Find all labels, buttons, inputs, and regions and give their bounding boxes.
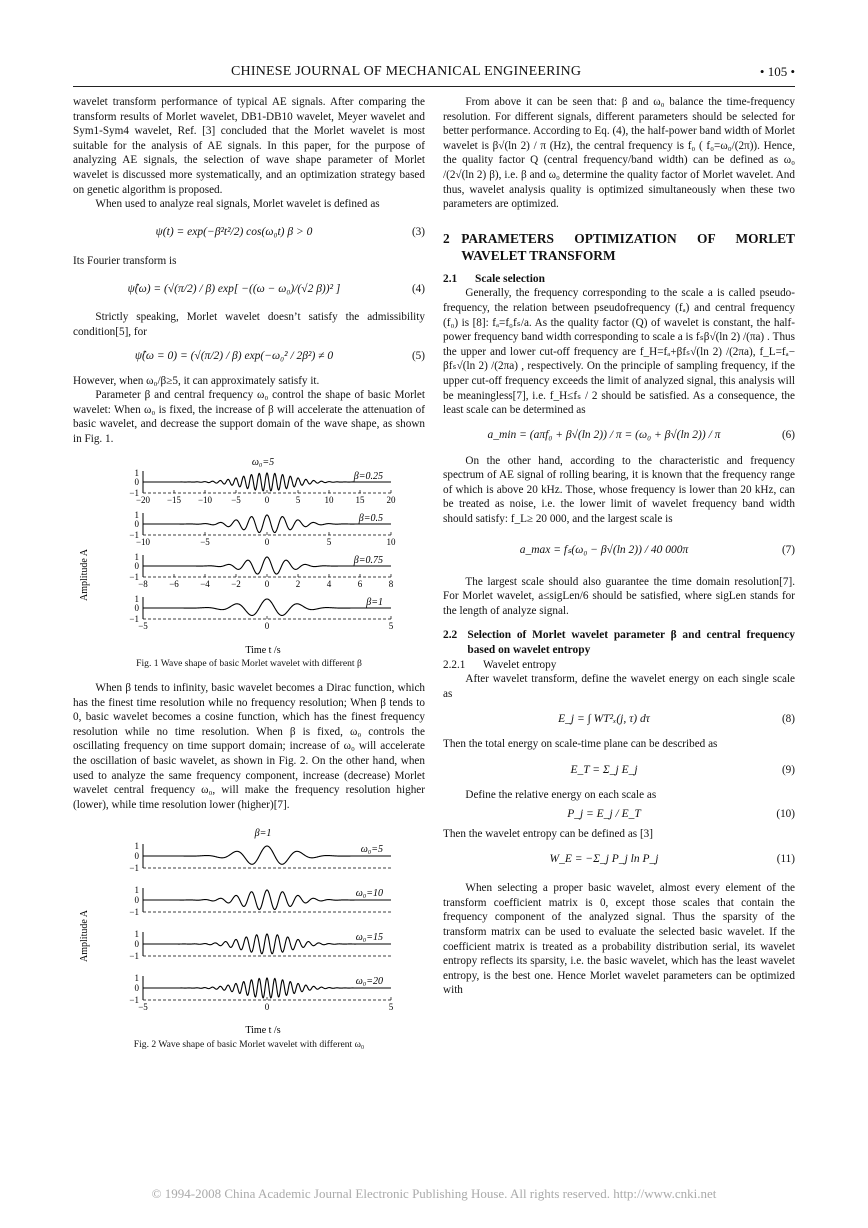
wavelet-panel: [129, 973, 393, 1012]
equation-number: (8): [781, 713, 795, 726]
section-title: PARAMETERS OPTIMIZATION OF MORLET WAVELET TRANSFORM: [461, 230, 795, 263]
equation-number: (6): [781, 429, 795, 442]
x-tick-label: 15: [355, 494, 365, 505]
figure-2-plot: [73, 826, 425, 1036]
y-tick-label: 0: [134, 851, 139, 862]
figure-title: ω₀=5: [251, 456, 275, 468]
equation-11: [443, 845, 795, 873]
x-tick-label: 20: [386, 494, 396, 505]
equation-body: ψ(t) = exp(−β²t²/2) cos(ω₀t) β > 0: [155, 226, 313, 239]
paragraph: Then the wavelet entropy can be defined as [3]: [443, 827, 653, 840]
equation-10: [443, 805, 795, 825]
y-tick-label: 1: [134, 509, 139, 520]
x-tick-label: −15: [166, 494, 182, 505]
x-tick-label: −20: [135, 494, 151, 505]
equation-body: E_T = Σ_j E_j: [570, 763, 638, 776]
equation-number: (4): [411, 283, 425, 296]
series-label: β=0.75: [353, 554, 383, 566]
x-tick-label: −5: [138, 620, 148, 631]
paragraph: Parameter β and central frequency ω₀ control the shape of basic Morlet wavelet: When ω₀ is fixed, the increase of β will accelerate the attenuation of basic wavelet, and decrease the support domain of the wave shape, as shown in Fig. 1.: [73, 389, 425, 445]
equation-number: (7): [781, 544, 795, 557]
x-tick-label: −8: [138, 578, 148, 589]
paragraph: From above it can be seen that: β and ω₀ balance the time-frequency resolution. For different signals, different parameters should be selected for better performance. According to Eq. (4), the half-power band width of Morlet wavelet is β√(ln 2) / π (Hz), the central frequency is f₀ ( f₀=ω₀/(2π)). Hence, the quality factor Q (central frequency/band width) can be defined as ω₀ /(2√(ln 2) β), i.e. β and ω₀ determine the quality factor of Morlet wavelet. And thus, wavelet analysis quality is optimized simultaneously when these two parameters are optimized.: [443, 96, 795, 211]
series-label: β=0.5: [358, 512, 383, 524]
y-tick-label: −1: [129, 995, 139, 1006]
section-number: 2: [443, 230, 450, 246]
x-tick-label: −5: [138, 1002, 148, 1013]
series-label: β=1: [366, 596, 383, 608]
paragraph: On the other hand, according to the characteristic and frequency spectrum of AE signal of rolling bearing, it is known that the frequency range of which is above 20 kHz. Those, whose frequency is lower than 20 kHz, can be treated as noise, i.e. the lower limit of wavelet frequency band width should satisfy: f_L≥ 20 000, and the largest scale is: [443, 454, 795, 526]
figure-title: β=1: [254, 828, 272, 840]
y-tick-label: 0: [134, 476, 139, 487]
y-axis-label: Amplitude A: [79, 910, 90, 963]
wavelet-panel: [129, 552, 393, 589]
series-label: β=0.25: [353, 470, 383, 482]
subsection-number: 2.2: [443, 629, 458, 642]
equation-number: (11): [776, 852, 795, 865]
equation-number: (9): [781, 763, 795, 776]
left-column: [73, 95, 425, 1053]
y-tick-label: −1: [129, 863, 139, 874]
equation-number: (5): [411, 350, 425, 363]
y-tick-label: −1: [129, 907, 139, 918]
y-tick-label: 0: [134, 602, 139, 613]
series-label: ω₀=15: [355, 932, 383, 944]
paragraph: The largest scale should also guarantee the time domain resolution[7]. For Morlet wavelet, a≤sigLen/6 should be satisfied, where sigLen stands for the length of analyze signal.: [443, 575, 795, 617]
section-heading: [443, 230, 795, 264]
equation-7: [443, 531, 795, 571]
equation-9: [443, 756, 795, 784]
equation-body: a_max = fₛ(ω₀ − β√(ln 2)) / 40 000π: [519, 544, 689, 557]
paragraph: Its Fourier transform is: [73, 254, 177, 267]
x-tick-label: −4: [200, 578, 210, 589]
paragraph: However, when ω₀/β≥5, it can approximately satisfy it.: [73, 374, 320, 387]
x-tick-label: −10: [197, 494, 213, 505]
header-rule: [73, 86, 795, 87]
wavelet-curve: [143, 978, 391, 998]
x-tick-label: 4: [326, 578, 332, 589]
y-tick-label: −1: [129, 529, 139, 540]
y-tick-label: 1: [134, 551, 139, 562]
y-tick-label: −1: [129, 951, 139, 962]
x-tick-label: −2: [231, 578, 241, 589]
y-tick-label: 1: [134, 929, 139, 940]
wavelet-panel: [129, 929, 391, 961]
y-tick-label: 1: [134, 973, 139, 984]
series-label: ω₀=20: [355, 976, 383, 988]
x-tick-label: 0: [264, 578, 270, 589]
x-tick-label: −5: [231, 494, 241, 505]
equation-body: W_E = −Σ_j P_j ln P_j: [549, 852, 659, 865]
y-tick-label: 1: [134, 885, 139, 896]
y-tick-label: −1: [129, 571, 139, 582]
figure-1-plot: [73, 455, 425, 655]
equation-6: [443, 422, 795, 450]
subsubsection-heading: [443, 658, 795, 673]
paragraph: When used to analyze real signals, Morlet wavelet is defined as: [95, 198, 380, 211]
paragraph: Strictly speaking, Morlet wavelet doesn’t satisfy the admissibility condition[5], for: [73, 311, 425, 338]
y-tick-label: 0: [134, 939, 139, 950]
wavelet-curve: [143, 596, 391, 615]
y-axis-label: Amplitude A: [79, 548, 90, 601]
paragraph: Define the relative energy on each scale as: [465, 789, 657, 801]
x-tick-label: 2: [295, 578, 301, 589]
series-label: ω₀=5: [360, 844, 383, 856]
paragraph: When β tends to infinity, basic wavelet becomes a Dirac function, which has the finest time resolution while no frequency resolution; When β tends to 0, basic wavelet becomes a cosine function, which has the finest frequency resolution while no time resolution. When β is fixed, ω₀ controls the oscillating frequency on time support domain; increase of ω₀ will accelerate the oscillation of basic wavelet, as shown in Fig. 2. On the other hand, when used to analyze the same frequency component, increase (decrease) Morlet wavelet central frequency ω₀, will make the frequency resolution higher (lower), while time resolution lower (higher)[7].: [73, 682, 425, 811]
equation-5: [73, 344, 425, 370]
subsection-heading: [443, 272, 795, 287]
x-tick-label: −5: [200, 536, 210, 547]
equation-4: [73, 272, 425, 306]
x-tick-label: 0: [264, 1002, 270, 1013]
x-tick-label: 5: [388, 620, 394, 631]
y-tick-label: 0: [134, 560, 139, 571]
x-tick-label: 8: [388, 578, 394, 589]
paragraph: After wavelet transform, define the wavelet energy on each single scale as: [443, 673, 795, 700]
wavelet-panel: [129, 885, 391, 917]
page-number: • 105 •: [759, 64, 795, 79]
x-tick-label: 0: [264, 620, 270, 631]
paragraph: Generally, the frequency corresponding to the scale a is called pseudo-frequency, the relation between pseudofrequency (fₐ) and central frequency (f₀) is [8]: fₐ=f₀fₛ/a. As the quality factor (Q) of wavelet is constant, the half-power frequency band width corresponding to scale a is fₛβ√(ln 2) /(πa) . Thus the upper and lower cut-off frequency are f_H=fₐ+βfₛ√(ln 2) /(2πa), f_L=fₐ− βfₛ√(ln 2) /(2πa) , respectively. On the principle of sampling frequency, if the upper cut-off frequency exceeds the limit of analyzed signal, this analysis will be meaningless[7], i.e. f_H≤fₛ / 2 should be satisfied. As a consequence, the least scale can be determined as: [443, 287, 795, 417]
figure-caption: Fig. 1 Wave shape of basic Morlet wavelet with different β: [136, 657, 362, 669]
subsection-title: Scale selection: [475, 272, 545, 285]
series-label: ω₀=10: [355, 888, 383, 900]
equation-8: [443, 705, 795, 733]
y-tick-label: 0: [134, 895, 139, 906]
journal-title: CHINESE JOURNAL OF MECHANICAL ENGINEERING: [231, 64, 582, 79]
wavelet-curve: [143, 890, 391, 910]
y-tick-label: 1: [134, 841, 139, 852]
paragraph: wavelet transform performance of typical AE signals. After comparing the transform results of Morlet wavelet, DB1-DB10 wavelet, Meyer wavelet and Sym1-Sym4 wavelet, Ref. [3] concluded that the Morlet wavelet is most suitable for the analysis of AE signals. In this paper, for the purpose of analyzing AE signals, the selection of wave shape parameter of Morlet wavelet is discussed more systematically, and an optimization strategy based on genetic algorithm is proposed.: [73, 96, 425, 196]
x-tick-label: 5: [388, 1002, 394, 1013]
wavelet-curve: [143, 934, 391, 954]
copyright-footer: © 1994-2008 China Academic Journal Electronic Publishing House. All rights reserved. http://www.cnki.net: [151, 1186, 717, 1201]
wavelet-panel: [129, 841, 391, 873]
x-tick-label: −6: [169, 578, 179, 589]
x-tick-label: −10: [135, 536, 151, 547]
subsubsection-title: Wavelet entropy: [483, 658, 557, 671]
figure-caption: Fig. 2 Wave shape of basic Morlet wavelet with different ω₀: [133, 1039, 365, 1051]
subsection-title: Selection of Morlet wavelet parameter β and central frequency based on wavelet entropy: [467, 629, 795, 657]
paragraph: Then the total energy on scale-time plane can be described as: [443, 738, 718, 751]
y-tick-label: 0: [134, 518, 139, 529]
x-tick-label: 10: [386, 536, 396, 547]
wavelet-panel: [129, 468, 396, 505]
subsection-number: 2.1: [443, 272, 458, 285]
equation-number: (10): [776, 808, 795, 821]
equation-body: a_min = (aπf₀ + β√(ln 2)) / π = (ω₀ + β√(ln 2)) / π: [487, 429, 721, 442]
y-tick-label: 1: [134, 593, 139, 604]
subsubsection-number: 2.2.1: [443, 658, 466, 671]
wavelet-panel: [129, 594, 393, 631]
right-column: [443, 95, 795, 998]
paragraph: When selecting a proper basic wavelet, almost every element of the transform coefficient matrix is 0, except those scales that contain the frequency component of the analyzed signal. Thus the sparsity of the transform matrix can be used to evaluate the selected basic wavelet. If the coefficient matrix is treated as a probability distribution serial, its wavelet entropy reflects its sparsity, i.e. the basic wavelet, which has the least wavelet entropy, is the best one. Hence Morlet wavelet parameters can be optimized with: [443, 882, 795, 997]
x-tick-label: 5: [326, 536, 332, 547]
wavelet-curve: [143, 846, 391, 864]
x-axis-label: Time t /s: [245, 644, 281, 655]
running-header: [73, 64, 795, 84]
equation-number: (3): [411, 226, 425, 239]
x-axis-label: Time t /s: [245, 1025, 281, 1037]
y-tick-label: 0: [134, 983, 139, 994]
y-tick-label: 1: [134, 467, 139, 478]
subsection-heading: [443, 628, 795, 657]
wavelet-curve: [143, 512, 391, 533]
x-tick-label: 10: [324, 494, 334, 505]
y-tick-label: −1: [129, 613, 139, 624]
x-tick-label: 6: [357, 578, 363, 589]
x-tick-label: 0: [264, 536, 270, 547]
equation-body: ψ̂(ω) = (√(π/2) / β) exp[ −((ω − ω₀)/(√2 β))² ]: [127, 283, 341, 296]
y-tick-label: −1: [129, 487, 139, 498]
equation-body: P_j = E_j / E_T: [567, 808, 641, 821]
figure-1: [73, 455, 425, 672]
equation-body: E_j = ∫ WT²ₓ(j, τ) dτ: [558, 713, 650, 726]
figure-2: [73, 826, 425, 1053]
equation-body: ψ̂(ω = 0) = (√(π/2) / β) exp(−ω₀² / 2β²) ≠ 0: [134, 350, 334, 363]
x-tick-label: 5: [295, 494, 301, 505]
x-tick-label: 0: [264, 494, 270, 505]
equation-3: [73, 216, 425, 250]
wavelet-panel: [129, 510, 396, 547]
